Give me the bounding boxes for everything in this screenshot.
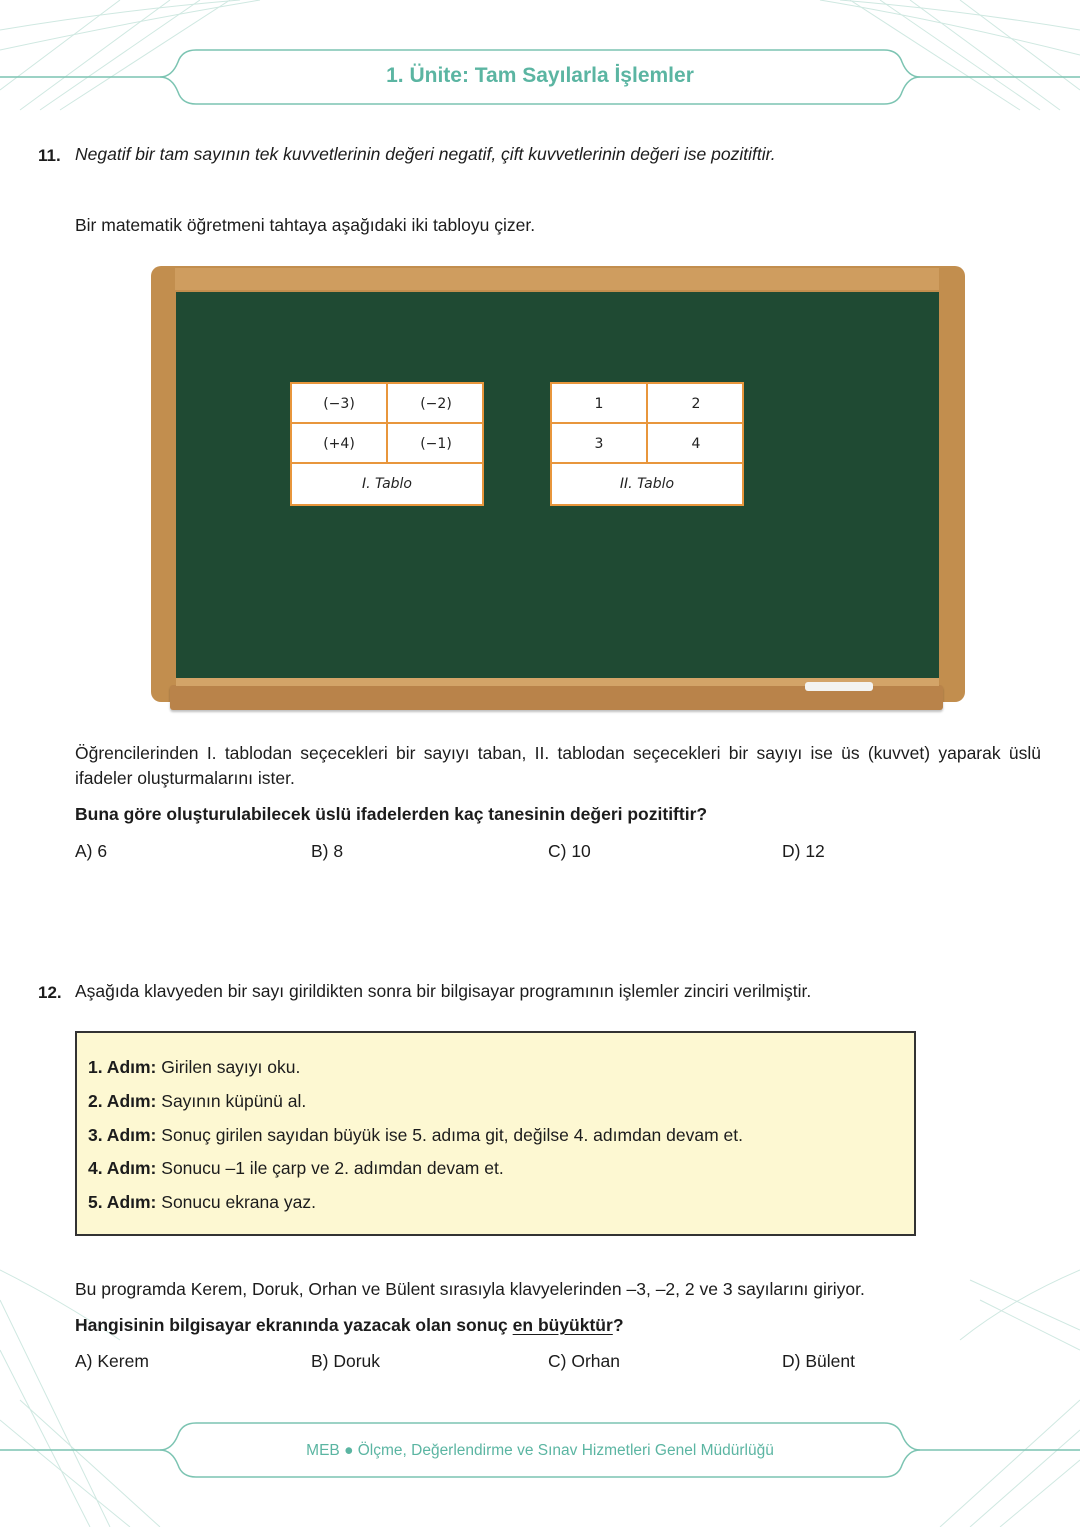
step-text: Sayının küpünü al. <box>161 1091 307 1111</box>
question-12-option-a[interactable]: A) Kerem <box>75 1351 149 1371</box>
algorithm-step <box>88 1091 306 1112</box>
unit-title: 1. Ünite: Tam Sayılarla İşlemler <box>386 64 694 87</box>
table-1-cell: (−1) <box>388 424 484 464</box>
step-label: 5. Adım: <box>88 1192 157 1212</box>
step-text: Sonuç girilen sayıdan büyük ise 5. adıma git, değilse 4. adımdan devam et. <box>161 1125 743 1145</box>
algorithm-steps-box <box>75 1031 916 1236</box>
table-1-cell: (+4) <box>292 424 388 464</box>
step-text: Sonucu –1 ile çarp ve 2. adımdan devam et. <box>161 1158 504 1178</box>
step-label: 4. Adım: <box>88 1158 157 1178</box>
chalk-piece <box>805 682 873 691</box>
question-11-intro: Bir matematik öğretmeni tahtaya aşağıdaki iki tabloyu çizer. <box>75 215 536 235</box>
question-12-option-b[interactable]: B) Doruk <box>311 1351 381 1371</box>
step-label: 3. Adım: <box>88 1125 157 1145</box>
question-12-intro: Aşağıda klavyeden bir sayı girildikten sonra bir bilgisayar programının işlemler zinciri verilmiştir. <box>75 981 812 1001</box>
chalkboard-frame-top <box>175 268 939 290</box>
table-2 <box>550 382 744 506</box>
question-12-description: Bu programda Kerem, Doruk, Orhan ve Bülent sırasıyla klavyelerinden –3, –2, 2 ve 3 sayılarını giriyor. <box>75 1279 865 1299</box>
question-12-option-d[interactable]: D) Bülent <box>782 1351 855 1371</box>
step-text: Sonucu ekrana yaz. <box>161 1192 316 1212</box>
question-mark: ? <box>612 1315 624 1335</box>
question-11-option-b[interactable]: B) 8 <box>311 841 344 861</box>
footer-text: MEB ● Ölçme, Değerlendirme ve Sınav Hizmetleri Genel Müdürlüğü <box>306 1442 774 1459</box>
question-11-option-a[interactable]: A) 6 <box>75 841 108 861</box>
table-2-caption: II. Tablo <box>619 476 675 492</box>
algorithm-step <box>88 1192 316 1213</box>
table-1-caption: I. Tablo <box>361 476 413 492</box>
question-11-option-d[interactable]: D) 12 <box>782 841 825 861</box>
table-2-cell: 2 <box>648 384 744 424</box>
question-12-number: 12. <box>38 983 62 1002</box>
question-text: Hangisinin bilgisayar ekranında yazacak olan sonuç <box>75 1315 513 1335</box>
question-11-question: Buna göre oluşturulabilecek üslü ifadelerden kaç tanesinin değeri pozitiftir? <box>75 804 708 824</box>
table-1 <box>290 382 484 506</box>
step-text: Girilen sayıyı oku. <box>161 1057 301 1077</box>
table-1-cell: (−3) <box>292 384 388 424</box>
question-11-option-c[interactable]: C) 10 <box>548 841 591 861</box>
algorithm-step <box>88 1158 504 1179</box>
table-2-cell: 4 <box>648 424 744 464</box>
question-emphasis: en büyüktür <box>512 1315 613 1335</box>
table-1-cell: (−2) <box>388 384 484 424</box>
step-label: 1. Adım: <box>88 1057 157 1077</box>
question-11-statement: Negatif bir tam sayının tek kuvvetlerinin değeri negatif, çift kuvvetlerinin değeri ise pozitiftir. <box>75 144 776 164</box>
step-label: 2. Adım: <box>88 1091 157 1111</box>
question-11-number: 11. <box>38 146 61 165</box>
table-2-cell: 1 <box>552 384 648 424</box>
question-11-description: Öğrencilerinden I. tablodan seçecekleri bir sayıyı taban, II. tablodan seçecekleri bir sayıyı ise üs (kuvvet) yaparak üslü ifadeler oluşturmalarını ister. <box>75 743 1041 788</box>
question-12-option-c[interactable]: C) Orhan <box>548 1351 620 1371</box>
question-12-question <box>75 1313 624 1338</box>
algorithm-step <box>88 1125 743 1146</box>
table-2-cell: 3 <box>552 424 648 464</box>
algorithm-step <box>88 1057 300 1078</box>
